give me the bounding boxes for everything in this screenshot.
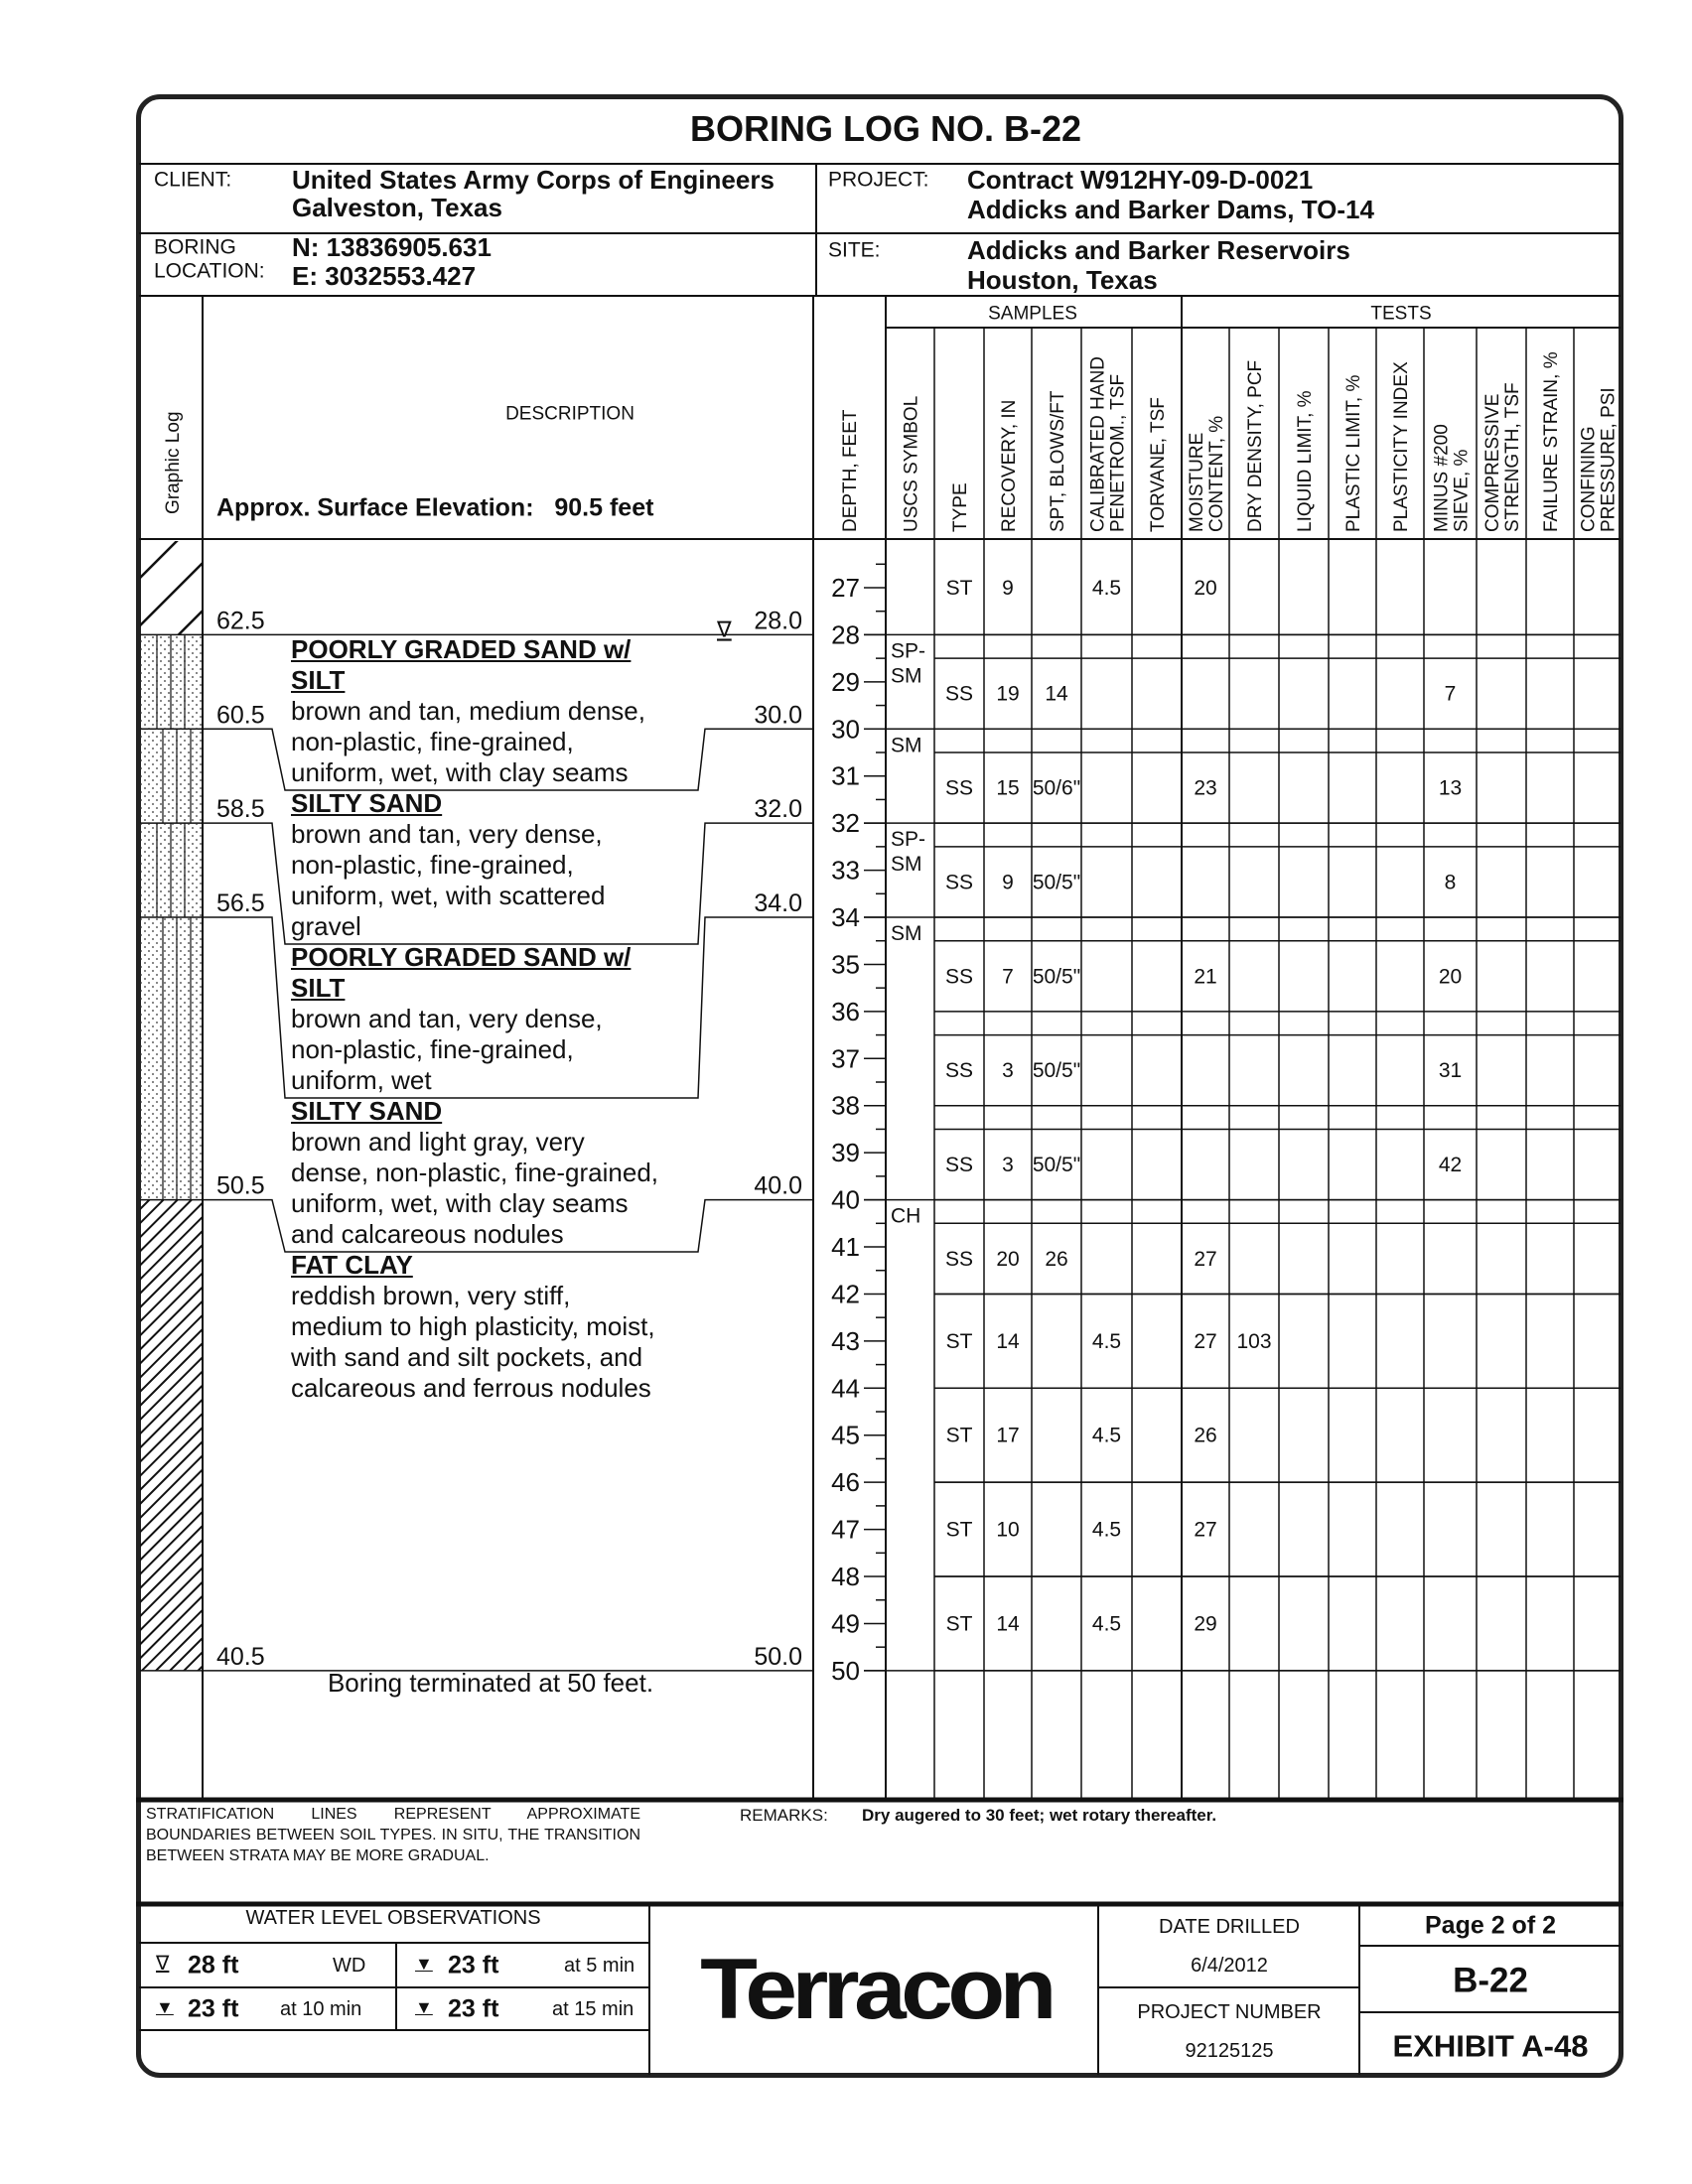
terracon-logo: Terracon: [700, 1942, 1052, 2037]
uscs-symbol: SM: [891, 853, 922, 877]
site-name: Addicks and Barker Reservoirs: [967, 235, 1350, 265]
depth-label: 40.0: [754, 1171, 802, 1200]
column-header: MOISTURE: [1187, 432, 1207, 532]
sample-value: 23: [1194, 776, 1217, 800]
soil-description-line: non-plastic, fine-grained,: [291, 1034, 574, 1064]
stratification-note: STRATIFICATION LINES REPRESENT APPROXIMATE BOUNDARIES BETWEEN SOIL TYPES. IN SITU, THE TRANSITION BETWEEN STRATA MAY BE MORE GRADUAL.: [146, 1806, 640, 1864]
sample-value: 26: [1194, 1424, 1217, 1447]
depth-tick-label: 42: [831, 1279, 860, 1309]
soil-type-title: SILT: [291, 665, 346, 695]
soil-description-line: non-plastic, fine-grained,: [291, 850, 574, 880]
soil-description-line: uniform, wet, with clay seams: [291, 1188, 629, 1218]
project-name: Addicks and Barker Dams, TO-14: [967, 195, 1374, 224]
soil-description-line: gravel: [291, 911, 361, 941]
column-header: DRY DENSITY, PCF: [1245, 359, 1266, 532]
graphic-log-fill-hatch: [140, 541, 202, 634]
sample-value: 17: [996, 1424, 1020, 1447]
depth-label: 32.0: [754, 795, 802, 824]
sample-value: 9: [1002, 871, 1014, 894]
boring-location-label-2: LOCATION:: [154, 259, 265, 283]
sample-value: 20: [1194, 577, 1217, 600]
sample-value: 27: [1194, 1329, 1217, 1353]
sample-value: 4.5: [1091, 1329, 1122, 1353]
sample-value: 15: [996, 776, 1020, 800]
soil-description-line: brown and light gray, very: [291, 1127, 585, 1157]
easting: E: 3032553.427: [292, 261, 477, 291]
sample-value: 50/6": [1032, 776, 1081, 800]
sample-value: 10: [996, 1518, 1020, 1542]
sample-value: SS: [944, 1247, 974, 1271]
water-symbol-icon: ∇: [156, 1953, 170, 1975]
site-label: SITE:: [828, 238, 881, 262]
water-level-note: WD: [333, 1955, 366, 1977]
termination-note: Boring terminated at 50 feet.: [327, 1668, 654, 1698]
sample-value: 9: [1002, 577, 1014, 600]
column-header: CONFINING: [1578, 426, 1600, 532]
soil-description-line: reddish brown, very stiff,: [291, 1281, 571, 1310]
soil-type-title: SILT: [291, 973, 346, 1003]
soil-description-line: uniform, wet, with scattered: [291, 881, 606, 910]
water-level-value: 23 ft: [448, 1994, 499, 2023]
depth-tick-label: 30: [831, 714, 860, 745]
soil-type-title: POORLY GRADED SAND w/: [291, 942, 632, 972]
sample-value: 27: [1194, 1247, 1217, 1271]
depth-tick-label: 38: [831, 1090, 860, 1121]
graphic-log-clay-hatch: [140, 1200, 202, 1671]
description-header: DESCRIPTION: [505, 403, 634, 425]
column-header: USCS SYMBOL: [901, 395, 922, 532]
soil-type-title: SILTY SAND: [291, 1096, 443, 1126]
depth-tick-label: 39: [831, 1138, 860, 1168]
depth-column-header: DEPTH, FEET: [840, 409, 861, 532]
sample-value: 21: [1194, 965, 1217, 989]
depth-tick-label: 45: [831, 1420, 860, 1450]
depth-tick-label: 49: [831, 1608, 860, 1639]
surface-elevation-value: 90.5 feet: [554, 493, 654, 522]
sample-value: ST: [945, 1612, 973, 1636]
column-header: PLASTIC LIMIT, %: [1343, 374, 1364, 532]
soil-description-line: calcareous and ferrous nodules: [291, 1373, 651, 1403]
sample-value: 19: [996, 682, 1020, 706]
depth-tick-label: 40: [831, 1184, 860, 1215]
column-header: MINUS #200: [1431, 424, 1453, 532]
soil-description-line: non-plastic, fine-grained,: [291, 727, 574, 756]
date-drilled-value: 6/4/2012: [1191, 1955, 1268, 1977]
graphic-log-sand-dots: [140, 729, 202, 823]
depth-label: 30.0: [754, 701, 802, 730]
elevation-label: 50.5: [216, 1171, 265, 1200]
exhibit-label: EXHIBIT A-48: [1392, 2028, 1589, 2064]
soil-description-line: brown and tan, medium dense,: [291, 696, 645, 726]
client-location: Galveston, Texas: [292, 193, 502, 222]
sample-value: 50/5": [1032, 871, 1081, 894]
water-level-icon: ∇: [717, 616, 732, 642]
sample-value: 4.5: [1091, 1518, 1122, 1542]
page-number: Page 2 of 2: [1425, 1911, 1556, 1940]
site-city: Houston, Texas: [967, 265, 1158, 295]
soil-description-line: medium to high plasticity, moist,: [291, 1311, 655, 1341]
soil-type-title: SILTY SAND: [291, 788, 443, 818]
depth-label: 28.0: [754, 607, 802, 635]
project-number-value: 92125125: [1185, 2040, 1274, 2062]
sample-value: 31: [1438, 1059, 1463, 1083]
water-level-note: at 15 min: [552, 1998, 634, 2020]
sample-value: 42: [1438, 1154, 1463, 1177]
soil-description-line: dense, non-plastic, fine-grained,: [291, 1158, 659, 1187]
soil-description-line: uniform, wet, with clay seams: [291, 757, 629, 787]
soil-description-line: with sand and silt pockets, and: [291, 1342, 643, 1372]
uscs-symbol: SP-: [891, 828, 926, 852]
column-header: LIQUID LIMIT, %: [1295, 390, 1316, 532]
depth-tick-label: 46: [831, 1467, 860, 1498]
sample-value: 14: [996, 1329, 1020, 1353]
soil-type-title: FAT CLAY: [291, 1250, 413, 1280]
depth-tick-label: 50: [831, 1655, 860, 1686]
water-level-note: at 5 min: [564, 1955, 635, 1977]
sample-value: 50/5": [1032, 1059, 1081, 1083]
sample-value: 7: [1444, 682, 1457, 706]
sample-value: 103: [1236, 1329, 1272, 1353]
sample-value: ST: [945, 577, 973, 600]
northing: N: 13836905.631: [292, 232, 492, 262]
column-header: CONTENT, %: [1206, 415, 1227, 532]
uscs-symbol: CH: [891, 1204, 921, 1228]
sample-value: 50/5": [1032, 965, 1081, 989]
sample-value: 27: [1194, 1518, 1217, 1542]
date-drilled-label: DATE DRILLED: [1159, 1916, 1300, 1938]
uscs-symbol: SM: [891, 664, 922, 688]
column-header: STRENGTH, TSF: [1502, 382, 1523, 532]
depth-tick-label: 44: [831, 1373, 860, 1404]
soil-description-line: uniform, wet: [291, 1065, 432, 1095]
remarks-text: Dry augered to 30 feet; wet rotary thereafter.: [862, 1806, 1217, 1825]
sample-value: 14: [1045, 682, 1068, 706]
column-header: PLASTICITY INDEX: [1391, 361, 1412, 532]
elevation-label: 58.5: [216, 795, 265, 824]
water-symbol-icon: ▼: [415, 1997, 433, 2017]
sample-value: SS: [944, 1059, 974, 1083]
column-header: PENETROM., TSF: [1107, 373, 1129, 532]
depth-tick-label: 37: [831, 1043, 860, 1074]
project-contract: Contract W912HY-09-D-0021: [967, 165, 1314, 195]
sample-value: 29: [1194, 1612, 1217, 1636]
column-header: PRESSURE, PSI: [1598, 387, 1620, 532]
column-header: SIEVE, %: [1451, 449, 1473, 532]
uscs-symbol: SM: [891, 734, 922, 757]
water-symbol-icon: ▼: [415, 1954, 433, 1974]
sample-value: SS: [944, 776, 974, 800]
column-header: FAILURE STRAIN, %: [1541, 351, 1562, 532]
water-level-value: 28 ft: [188, 1951, 239, 1979]
surface-elevation-note: Approx. Surface Elevation:: [216, 493, 534, 522]
column-header: TORVANE, TSF: [1148, 397, 1169, 532]
client-name: United States Army Corps of Engineers: [292, 165, 775, 195]
depth-tick-label: 28: [831, 619, 860, 650]
depth-tick-label: 34: [831, 902, 860, 933]
water-level-value: 23 ft: [448, 1951, 499, 1979]
water-level-title: WATER LEVEL OBSERVATIONS: [245, 1907, 541, 1929]
page-title: BORING LOG NO. B-22: [689, 108, 1082, 149]
sample-value: 7: [1002, 965, 1014, 989]
water-symbol-icon: ▼: [156, 1997, 174, 2017]
sample-value: SS: [944, 965, 974, 989]
uscs-symbol: SM: [891, 922, 922, 946]
water-level-note: at 10 min: [280, 1998, 362, 2020]
uscs-symbol: SP-: [891, 639, 926, 663]
description-text: [291, 634, 658, 1404]
samples-group-label: SAMPLES: [988, 303, 1077, 325]
project-label: PROJECT:: [828, 168, 929, 192]
soil-description-line: and calcareous nodules: [291, 1219, 564, 1249]
depth-tick-label: 27: [831, 573, 860, 603]
sample-value: 4.5: [1091, 1612, 1122, 1636]
sample-value: 8: [1444, 871, 1457, 894]
depth-tick-label: 29: [831, 666, 860, 697]
column-header: COMPRESSIVE: [1482, 393, 1503, 532]
surface-elevation-label: [216, 493, 654, 522]
boring-id: B-22: [1453, 1961, 1528, 2000]
sample-value: ST: [945, 1518, 973, 1542]
sample-value: ST: [945, 1329, 973, 1353]
depth-tick-label: 41: [831, 1232, 860, 1263]
sample-value: 14: [996, 1612, 1020, 1636]
elevation-label: 62.5: [216, 607, 265, 635]
graphic-log-header: Graphic Log: [163, 411, 184, 514]
column-header: RECOVERY, IN: [999, 399, 1020, 532]
sample-value: SS: [944, 1154, 974, 1177]
sample-value: 26: [1045, 1247, 1068, 1271]
depth-tick-label: 31: [831, 760, 860, 791]
elevation-label: 60.5: [216, 701, 265, 730]
sample-value: 20: [996, 1247, 1020, 1271]
water-level-value: 23 ft: [188, 1994, 239, 2023]
sample-value: ST: [945, 1424, 973, 1447]
sample-value: 4.5: [1091, 577, 1122, 600]
soil-type-title: POORLY GRADED SAND w/: [291, 634, 632, 664]
elevation-label: 40.5: [216, 1642, 265, 1671]
remarks-label: REMARKS:: [740, 1806, 828, 1825]
soil-description-line: brown and tan, very dense,: [291, 1004, 603, 1033]
depth-tick-label: 36: [831, 996, 860, 1026]
column-header: SPT, BLOWS/FT: [1048, 390, 1068, 532]
client-label: CLIENT:: [154, 168, 232, 192]
sample-value: 13: [1438, 776, 1463, 800]
depth-label: 50.0: [754, 1642, 802, 1671]
depth-label: 34.0: [754, 889, 802, 918]
sample-value: 50/5": [1032, 1154, 1081, 1177]
tests-group-label: TESTS: [1370, 303, 1432, 325]
depth-tick-label: 43: [831, 1325, 860, 1356]
boring-location-label: BORING: [154, 235, 236, 259]
depth-tick-label: 32: [831, 808, 860, 839]
depth-tick-label: 35: [831, 949, 860, 980]
column-header: TYPE: [950, 482, 971, 532]
sample-value: SS: [944, 682, 974, 706]
sample-value: 4.5: [1091, 1424, 1122, 1447]
project-number-label: PROJECT NUMBER: [1137, 2001, 1322, 2023]
depth-tick-label: 48: [831, 1562, 860, 1592]
depth-tick-label: 33: [831, 855, 860, 886]
sample-value: 3: [1002, 1059, 1014, 1083]
sample-value: SS: [944, 871, 974, 894]
column-header: CALIBRATED HAND: [1087, 355, 1109, 532]
soil-description-line: brown and tan, very dense,: [291, 819, 603, 849]
depth-tick-label: 47: [831, 1514, 860, 1545]
graphic-log-sand-dots: [140, 917, 202, 1200]
sample-value: 3: [1002, 1154, 1014, 1177]
elevation-label: 56.5: [216, 889, 265, 918]
sample-value: 20: [1438, 965, 1463, 989]
